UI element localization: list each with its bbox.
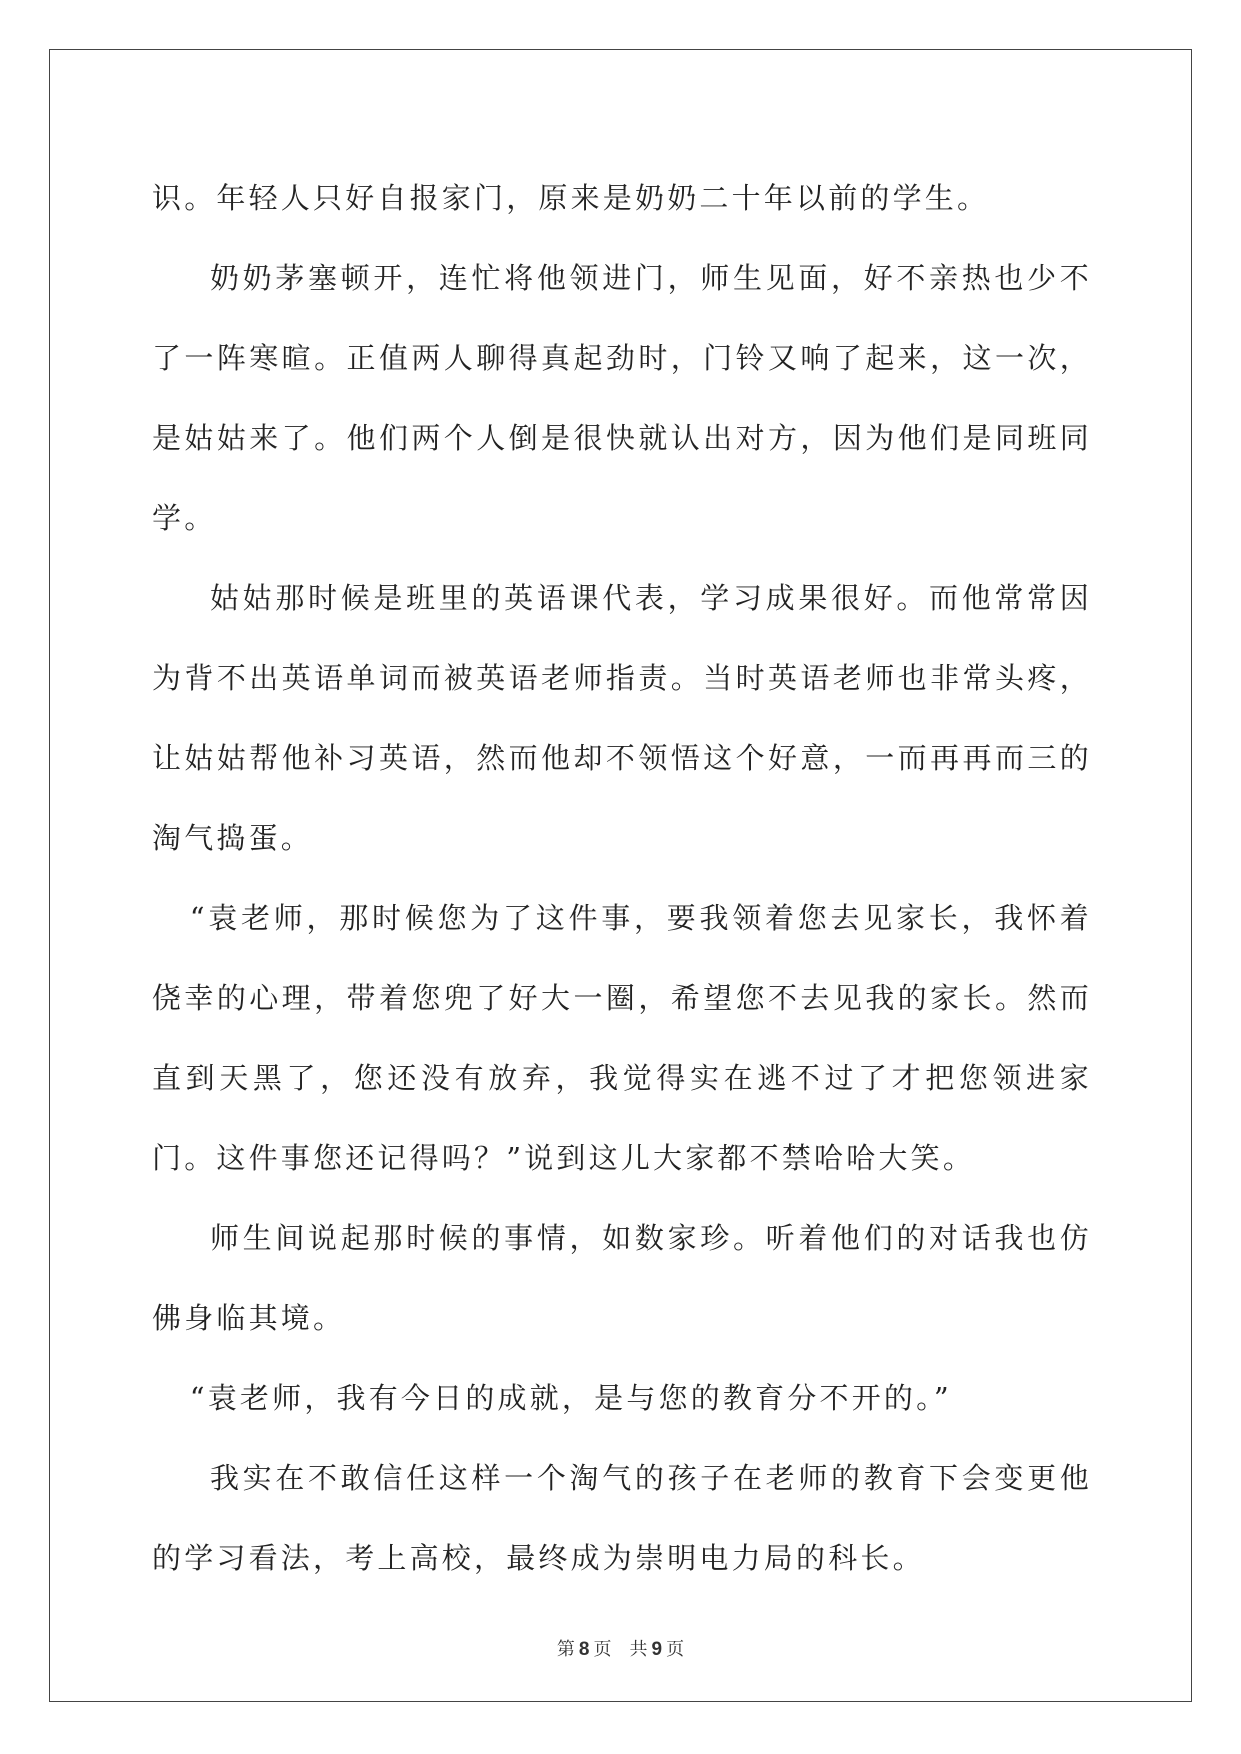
total-prefix: 共 [629,1639,648,1660]
paragraph-7: 我实在不敢信任这样一个淘气的孩子在老师的教育下会变更他的学习看法，考上高校，最终成为崇明电力局的科长。 [152,1461,1092,1575]
total-suffix: 页 [666,1639,685,1660]
page-prefix: 第 [556,1639,575,1660]
paragraph-6: “袁老师，我有今日的成就，是与您的教育分不开的。” [189,1381,952,1415]
total-pages: 9 [651,1639,663,1660]
paragraph-1: 识。年轻人只好自报家门，原来是奶奶二十年以前的学生。 [152,181,990,215]
paragraph-5: 师生间说起那时候的事情，如数家珍。听着他们的对话我也仿佛身临其境。 [152,1221,1092,1335]
page-footer [0,1635,1241,1661]
paragraph-3: 姑姑那时候是班里的英语课代表，学习成果很好。而他常常因为背不出英语单词而被英语老师指责。当时英语老师也非常头疼，让姑姑帮他补习英语，然而他却不领悟这个好意，一而再再而三的淘气捣蛋。 [152,581,1092,855]
paragraph-4: “袁老师，那时候您为了这件事，要我领着您去见家长，我怀着侥幸的心理，带着您兜了好大一圈，希望您不去见我的家长。然而直到天黑了，您还没有放弃，我觉得实在逃不过了才把您领进家门。这件事您还记得吗？”说到这儿大家都不禁哈哈大笑。 [152,901,1092,1175]
paragraph-2: 奶奶茅塞顿开，连忙将他领进门，师生见面，好不亲热也少不了一阵寒暄。正值两人聊得真起劲时，门铃又响了起来，这一次，是姑姑来了。他们两个人倒是很快就认出对方，因为他们是同班同学。 [152,261,1092,535]
page-suffix: 页 [593,1639,612,1660]
page-number: 8 [578,1639,590,1660]
document-body [152,158,1092,1598]
